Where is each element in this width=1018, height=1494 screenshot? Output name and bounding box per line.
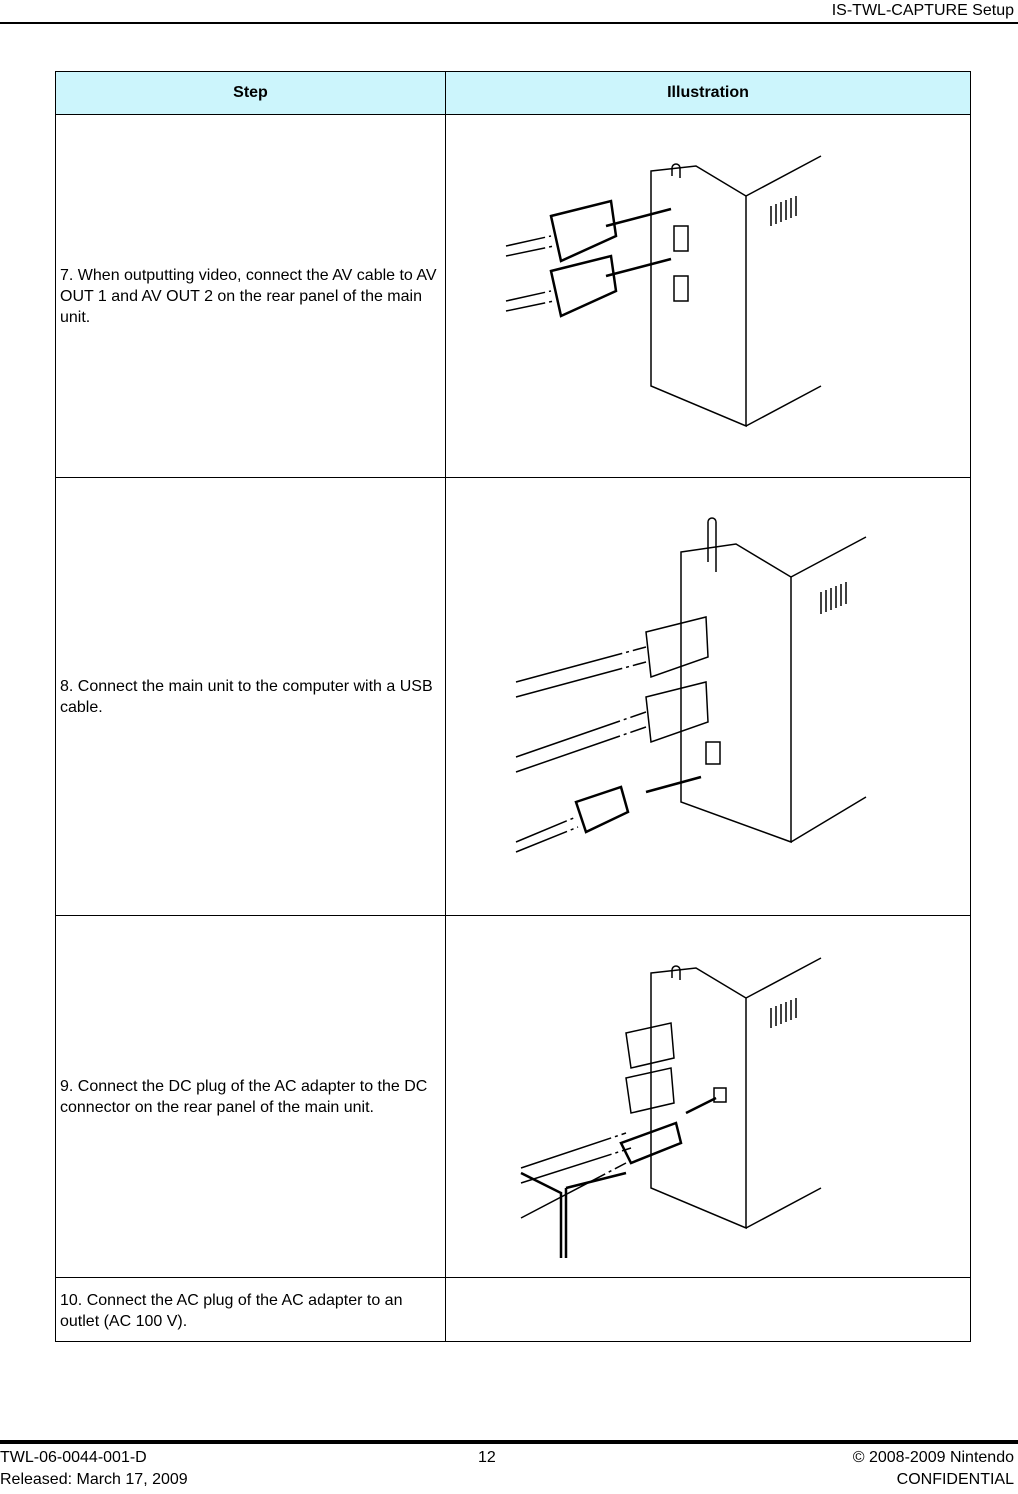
table-row — [56, 916, 971, 1278]
column-header-illustration: Illustration — [446, 72, 971, 115]
confidential-label: CONFIDENTIAL — [896, 1471, 1014, 1488]
step-text: 9. Connect the DC plug of the AC adapter to the DC connector on the rear panel of the main unit. — [56, 916, 446, 1278]
page-number: 12 — [478, 1449, 496, 1466]
column-header-step: Step — [56, 72, 446, 115]
footer-rule — [0, 1440, 1018, 1444]
table-row — [56, 115, 971, 478]
header-rule — [0, 22, 1018, 24]
dc-plug-illustration — [446, 918, 970, 1276]
av-cable-illustration — [446, 116, 970, 476]
doc-id: TWL-06-0044-001-D — [0, 1449, 147, 1466]
step-text: 8. Connect the main unit to the computer with a USB cable. — [56, 478, 446, 916]
step-text: 7. When outputting video, connect the AV cable to AV OUT 1 and AV OUT 2 on the rear panel of the main unit. — [56, 115, 446, 478]
usb-cable-illustration — [446, 482, 970, 912]
step-text: 10. Connect the AC plug of the AC adapter to an outlet (AC 100 V). — [56, 1278, 446, 1342]
steps-table — [55, 71, 971, 1342]
copyright: © 2008-2009 Nintendo — [852, 1449, 1014, 1466]
header-title: IS-TWL-CAPTURE Setup — [831, 2, 1014, 19]
release-date: Released: March 17, 2009 — [0, 1471, 188, 1488]
table-row — [56, 478, 971, 916]
table-row — [56, 1278, 971, 1342]
